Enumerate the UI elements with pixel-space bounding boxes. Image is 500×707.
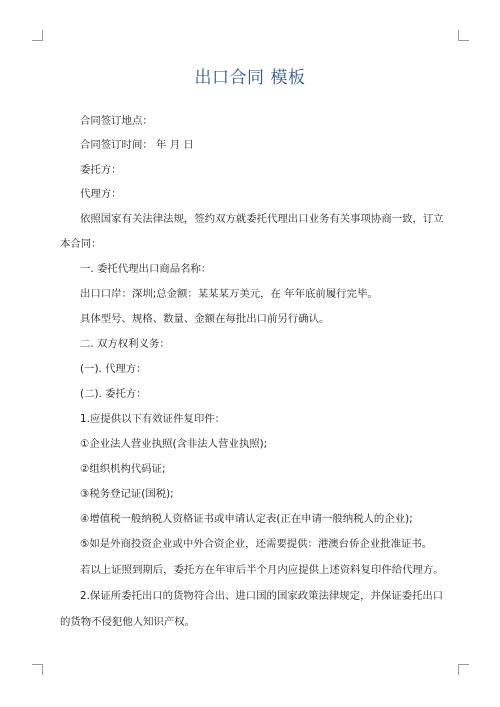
- crop-mark-top-left: [32, 30, 43, 41]
- agent-line: 代理方：: [80, 188, 122, 200]
- spec-confirm-line: 具体型号、规格、数量、金额在每批出口前另行确认。: [80, 313, 330, 325]
- agent-subheading: (一). 代理方：: [80, 363, 147, 375]
- crop-mark-bottom-left: [32, 664, 43, 675]
- doc-item-1: ①企业法人营业执照(含非法人营业执照);: [80, 438, 268, 450]
- doc-item-2: ②组织机构代码证;: [80, 463, 166, 475]
- section-2-heading: 二. 双方权利义务：: [80, 338, 170, 350]
- item-2-line-1: 2.保证所委托出口的货物符合出、进口国的国家政策法律规定，并保证委托出口: [80, 590, 444, 602]
- expiry-note-line: 若以上证照到期后，委托方在年审后半个月内应提供上述资料复印件给代理方。: [80, 564, 444, 576]
- contract-date-line: 合同签订时间： 年 月 日: [80, 139, 194, 151]
- doc-item-4: ④增值税一般纳税人资格证书或申请认定表(正在申请一般纳税人的企业);: [80, 513, 413, 525]
- item-2-line-2: 的货物不侵犯他人知识产权。: [60, 616, 196, 628]
- doc-item-3: ③税务登记证(国税);: [80, 488, 174, 500]
- document-title: 出口合同 模板: [194, 68, 306, 88]
- preamble-line-2: 本合同：: [60, 238, 102, 250]
- contract-place-line: 合同签订地点：: [80, 115, 153, 127]
- principal-line: 委托方：: [80, 164, 122, 176]
- crop-mark-top-right: [458, 30, 469, 41]
- doc-item-5: ⑤如是外商投资企业或中外合资企业，还需要提供：港澳台侨企业批准证书。: [80, 538, 433, 550]
- item-1-heading: 1.应提供以下有效证件复印件：: [80, 413, 225, 425]
- preamble-line-1: 依照国家有关法律法规，签约双方就委托代理出口业务有关事项协商一致，订立: [80, 213, 444, 225]
- section-1-heading: 一. 委托代理出口商品名称：: [80, 263, 212, 275]
- principal-subheading: (二). 委托方：: [80, 388, 147, 400]
- crop-mark-bottom-right: [458, 664, 469, 675]
- port-amount-line: 出口口岸：深圳;总金额：某某某万美元，在 年年底前履行完毕。: [80, 288, 378, 300]
